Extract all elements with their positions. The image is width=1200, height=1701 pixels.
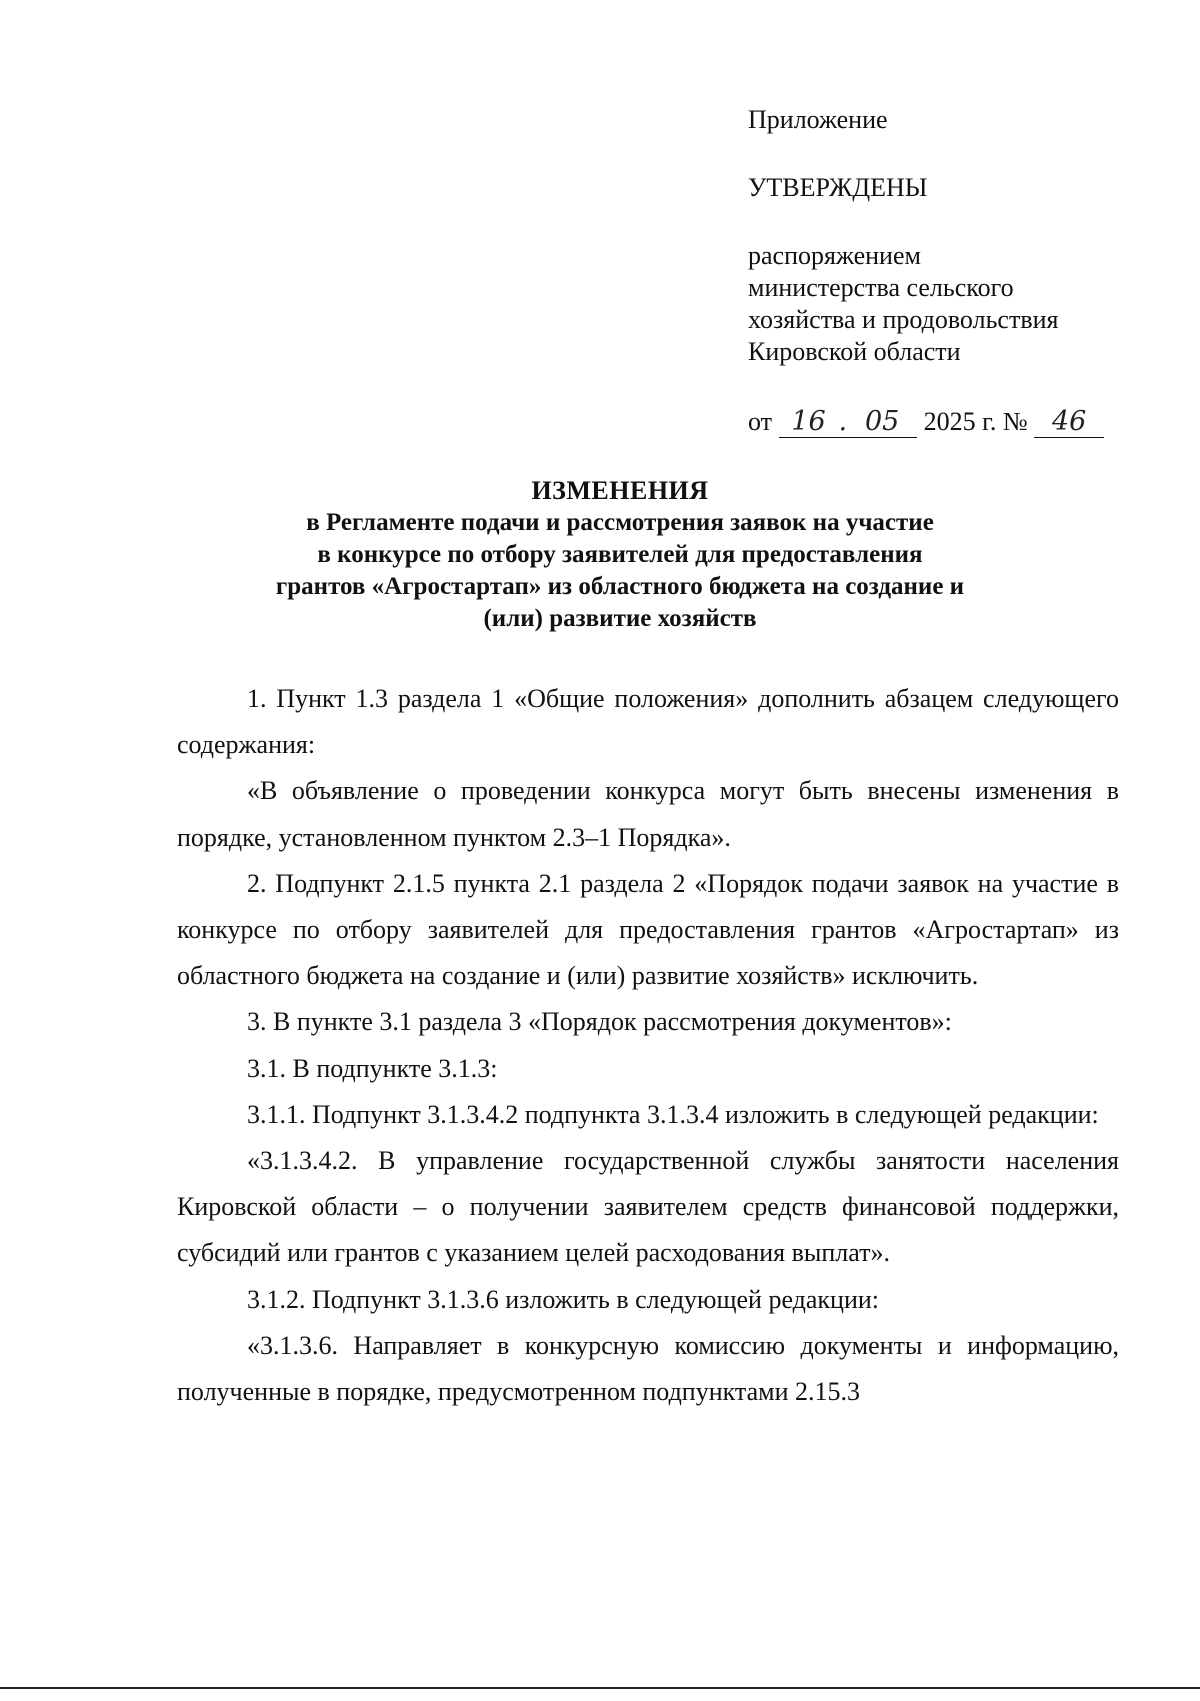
title-subtitle-line: в конкурсе по отбору заявителей для предоставления [317,541,923,568]
approver-line: хозяйства и продовольствия [748,305,1059,334]
paragraph: 3. В пункте 3.1 раздела 3 «Порядок рассмотрения документов»: [247,1007,952,1037]
approved-label: УТВЕРЖДЕНЫ [748,173,928,202]
approver-block [748,240,1168,368]
approver-line: Кировской области [748,337,961,366]
approver-line: распоряжением [748,241,921,270]
approver-line: министерства сельского [748,273,1014,302]
appendix-label: Приложение [748,105,888,134]
paragraph: 1. Пункт 1.3 раздела 1 «Общие положения» дополнить абзацем следующего содержания: [177,684,1119,760]
page-bottom-edge [0,1687,1200,1689]
date-line [748,406,1168,438]
handwritten-separator: . [838,406,848,437]
date-prefix: от [748,407,773,436]
title-subtitle-line: (или) развитие хозяйств [483,605,757,632]
date-year: 2025 г. № [923,407,1028,436]
title-main: ИЗМЕНЕНИЯ [531,476,709,505]
handwritten-month: 05 [847,407,917,438]
document-title [160,475,1080,635]
paragraph: «3.1.3.4.2. В управление государственной службы занятости населения Кировской области – о получении заявителем средств финансовой поддержки, субсидий или грантов с указанием целей расходования выплат». [177,1146,1119,1268]
title-subtitle-line: грантов «Агростартап» из областного бюджета на создание и [275,573,965,600]
paragraph: «3.1.3.6. Направляет в конкурсную комиссию документы и информацию, полученные в порядке, предусмотренном подпунктами 2.15.3 [177,1330,1119,1407]
paragraph: 3.1.1. Подпункт 3.1.3.4.2 подпункта 3.1.3.4 изложить в следующей редакции: [247,1099,1099,1129]
paragraph: 2. Подпункт 2.1.5 пункта 2.1 раздела 2 «Порядок подачи заявок на участие в конкурсе по отбору заявителей для предоставления грантов «Агростартап» из областного бюджета на создание и (или) развитие хозяйств» исключить. [177,868,1119,991]
document-body [177,676,1119,1415]
paragraph: 3.1.2. Подпункт 3.1.3.6 изложить в следующей редакции: [247,1284,880,1314]
approval-block [748,104,1168,438]
paragraph: 3.1. В подпункте 3.1.3: [247,1053,498,1083]
handwritten-day: 16 [779,407,839,438]
paragraph: «В объявление о проведении конкурса могут быть внесены изменения в порядке, установленном пунктом 2.3–1 Порядка». [177,776,1119,852]
title-subtitle-line: в Регламенте подачи и рассмотрения заявок на участие [306,509,934,536]
handwritten-doc-number: 46 [1034,407,1104,438]
